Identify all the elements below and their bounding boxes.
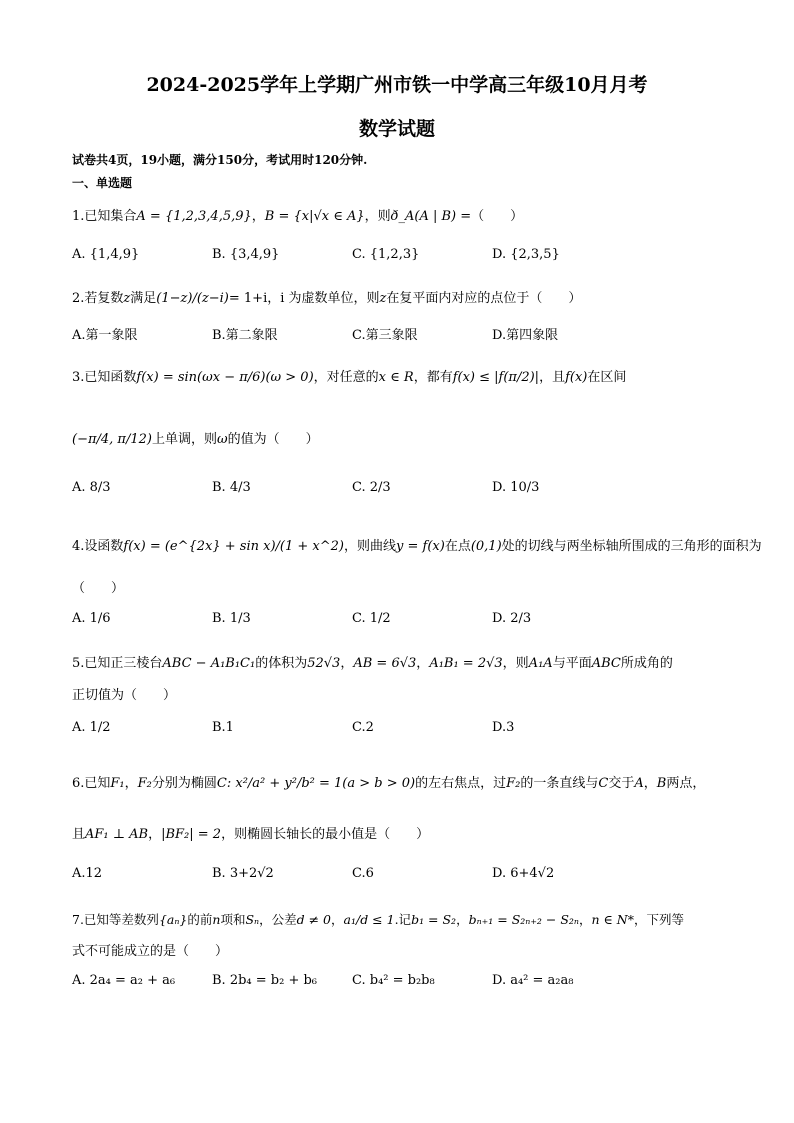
question-6-stem-line2: 且AF₁ ⊥ AB，|BF₂| = 2，则椭圆长轴长的最小值是（ ） xyxy=(72,827,430,842)
question-2-option-d[interactable]: D.第四象限 xyxy=(492,328,559,343)
question-6-option-a[interactable]: A.12 xyxy=(72,866,103,881)
question-4-stem-line2: （ ） xyxy=(72,581,125,596)
question-2-stem: 2.若复数z满足(1−z)/(z−i)= 1+i，i 为虚数单位，则z在复平面内对应的点位于（ ） xyxy=(72,291,582,306)
question-1-option-a[interactable]: A. {1,4,9} xyxy=(72,247,140,262)
question-3-option-c[interactable]: C. 2/3 xyxy=(352,480,391,495)
question-5-stem-line2: 正切值为（ ） xyxy=(72,688,177,703)
question-3-option-a[interactable]: A. 8/3 xyxy=(72,480,111,495)
question-6-option-d[interactable]: D. 6+4√2 xyxy=(492,866,555,881)
question-3-stem-line2: (−π/4, π/12)上单调，则ω的值为（ ） xyxy=(72,432,319,447)
question-3-stem: 3.已知函数f(x) = sin(ωx − π/6)(ω > 0)，对任意的x ∈ R，都有f(x) ≤ |f(π/2)|，且f(x)在区间 xyxy=(72,370,627,385)
exam-subtitle: 数学试题 xyxy=(358,118,435,140)
question-4-option-a[interactable]: A. 1/6 xyxy=(72,611,111,626)
question-6-stem: 6.已知F₁，F₂分别为椭圆C: x²/a² + y²/b² = 1(a > b > 0)的左右焦点，过F₂的一条直线与C交于A，B两点， xyxy=(72,776,706,791)
exam-title: 2024-2025学年上学期广州市铁一中学高三年级10月月考 xyxy=(146,74,648,96)
question-2-option-b[interactable]: B.第二象限 xyxy=(212,328,278,343)
section-heading: 一、单选题 xyxy=(72,176,133,190)
question-3-option-d[interactable]: D. 10/3 xyxy=(492,480,540,495)
question-1-option-d[interactable]: D. {2,3,5} xyxy=(492,247,560,262)
exam-info: 试卷共4页，19小题，满分150分，考试用时120分钟. xyxy=(72,153,368,167)
question-1-option-b[interactable]: B. {3,4,9} xyxy=(212,247,280,262)
question-7-option-a[interactable]: A. 2a₄ = a₂ + a₆ xyxy=(72,973,176,988)
question-5-option-a[interactable]: A. 1/2 xyxy=(72,720,111,735)
question-1-stem: 1.已知集合A = {1,2,3,4,5,9}，B = {x|√x ∈ A}，则ð_A(A | B) =（ ） xyxy=(72,209,524,224)
question-5-option-c[interactable]: C.2 xyxy=(352,720,374,735)
question-7-stem: 7.已知等差数列{aₙ}的前n项和Sₙ，公差d ≠ 0，a₁/d ≤ 1.记b₁ = S₂，bₙ₊₁ = S₂ₙ₊₂ − S₂ₙ，n ∈ N*，下列等 xyxy=(72,912,684,927)
question-4-option-b[interactable]: B. 1/3 xyxy=(212,611,251,626)
question-4-stem: 4.设函数f(x) = (e^{2x} + sin x)/(1 + x^2)，则曲线y = f(x)在点(0,1)处的切线与两坐标轴所围成的三角形的面积为 xyxy=(72,539,762,554)
question-4-option-d[interactable]: D. 2/3 xyxy=(492,611,532,626)
question-7-stem-line2: 式不可能成立的是（ ） xyxy=(72,944,229,959)
question-7-option-d[interactable]: D. a₄² = a₂a₈ xyxy=(492,973,574,988)
question-2-option-c[interactable]: C.第三象限 xyxy=(352,328,418,343)
question-6-option-b[interactable]: B. 3+2√2 xyxy=(212,866,274,881)
question-2-option-a[interactable]: A.第一象限 xyxy=(72,328,138,343)
question-5-option-d[interactable]: D.3 xyxy=(492,720,515,735)
question-5-stem: 5.已知正三棱台ABC − A₁B₁C₁的体积为52√3，AB = 6√3，A₁B₁ = 2√3，则A₁A与平面ABC所成角的 xyxy=(72,656,673,671)
question-4-option-c[interactable]: C. 1/2 xyxy=(352,611,391,626)
question-3-option-b[interactable]: B. 4/3 xyxy=(212,480,251,495)
question-6-option-c[interactable]: C.6 xyxy=(352,866,374,881)
question-1-option-c[interactable]: C. {1,2,3} xyxy=(352,247,420,262)
question-7-option-c[interactable]: C. b₄² = b₂b₈ xyxy=(352,973,435,988)
question-7-option-b[interactable]: B. 2b₄ = b₂ + b₆ xyxy=(212,973,318,988)
question-5-option-b[interactable]: B.1 xyxy=(212,720,234,735)
